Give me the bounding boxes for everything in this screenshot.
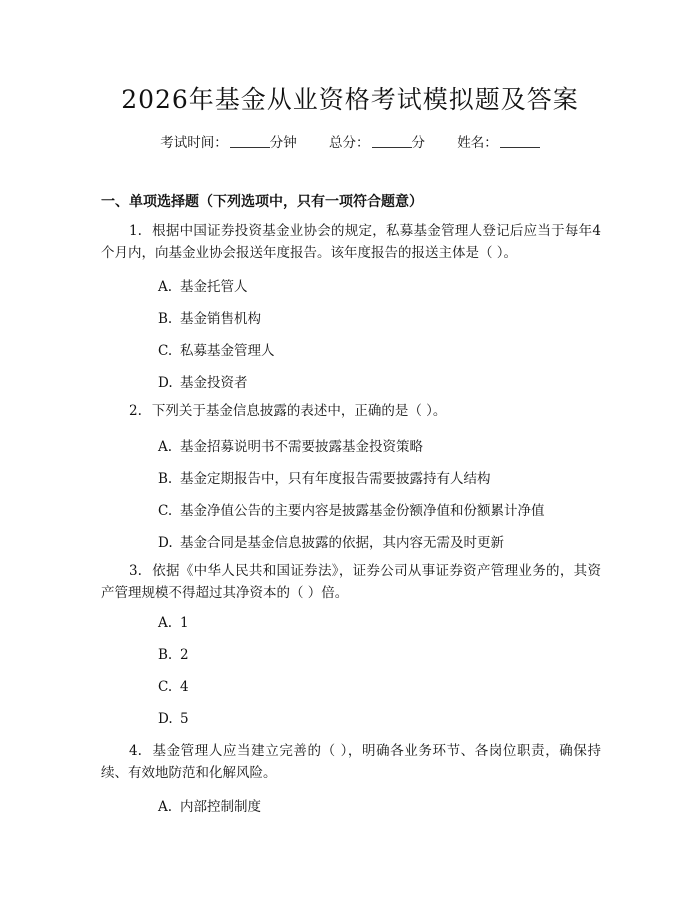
question-1-option-d xyxy=(158,371,248,391)
option-letter: D. xyxy=(158,375,173,391)
question-3-option-b xyxy=(158,647,189,663)
question-4-stem xyxy=(101,740,601,784)
question-3-text: 依据《中华人民共和国证券法》，证券公司从事证券资产管理业务的，其资产管理规模不得超过其净资本的（ ）倍。 xyxy=(101,563,601,601)
total-score-field xyxy=(329,135,429,151)
option-text: 基金招募说明书不需要披露基金投资策略 xyxy=(180,439,423,455)
option-text: 1 xyxy=(180,615,189,631)
question-2-option-b xyxy=(158,467,491,487)
name-blank xyxy=(500,135,540,148)
question-3-option-c xyxy=(158,679,189,695)
total-score-blank xyxy=(372,135,412,148)
option-text: 基金合同是基金信息披露的依据，其内容无需及时更新 xyxy=(180,535,504,551)
option-text: 基金定期报告中，只有年度报告需要披露持有人结构 xyxy=(180,471,491,487)
section-heading: 一、单项选择题（下列选项中，只有一项符合题意） xyxy=(101,194,423,210)
exam-time-field xyxy=(160,135,301,151)
exam-time-blank xyxy=(230,135,270,148)
question-1-text: 根据中国证券投资基金业协会的规定，私募基金管理人登记后应当于每年4个月内，向基金业协会报送年度报告。该年度报告的报送主体是（ ）。 xyxy=(101,223,601,261)
question-3-stem xyxy=(101,560,601,604)
question-1-number: 1. xyxy=(129,223,142,239)
question-2-text: 下列关于基金信息披露的表述中，正确的是（ ）。 xyxy=(151,403,447,419)
page-title: 2026年基金从业资格考试模拟题及答案 xyxy=(121,85,579,114)
option-text: 5 xyxy=(180,711,189,727)
exam-time-unit: 分钟 xyxy=(269,135,297,151)
total-score-label: 总分： xyxy=(329,135,370,151)
question-2-option-d xyxy=(158,531,504,551)
question-3-option-a xyxy=(158,615,189,631)
question-2-stem xyxy=(101,400,601,422)
question-1-option-a xyxy=(158,275,248,295)
question-2-number: 2. xyxy=(129,403,142,419)
option-text: 2 xyxy=(180,647,189,663)
option-letter: A. xyxy=(158,439,173,455)
question-4-text: 基金管理人应当建立完善的（ ），明确各业务环节、各岗位职责，确保持续、有效地防范和化解风险。 xyxy=(101,743,601,781)
option-letter: C. xyxy=(158,503,173,519)
option-letter: B. xyxy=(158,647,173,663)
question-1-stem xyxy=(101,220,601,264)
name-label: 姓名： xyxy=(457,135,498,151)
question-1-option-c xyxy=(158,339,275,359)
option-letter: D. xyxy=(158,535,173,551)
option-letter: B. xyxy=(158,311,173,327)
option-text: 基金净值公告的主要内容是披露基金份额净值和份额累计净值 xyxy=(180,503,545,519)
name-field xyxy=(457,135,540,151)
question-2-option-c xyxy=(158,499,545,519)
question-4-option-a xyxy=(158,795,261,815)
option-text: 基金投资者 xyxy=(180,375,248,391)
question-3-option-d xyxy=(158,711,189,727)
option-letter: D. xyxy=(158,711,173,727)
exam-time-label: 考试时间： xyxy=(160,135,228,151)
option-letter: A. xyxy=(158,279,173,295)
exam-meta-line xyxy=(0,131,700,151)
question-4-number: 4. xyxy=(129,743,142,759)
question-3-number: 3. xyxy=(129,563,142,579)
option-text: 私募基金管理人 xyxy=(180,343,275,359)
question-1-option-b xyxy=(158,307,261,327)
option-text: 基金销售机构 xyxy=(180,311,261,327)
option-text: 4 xyxy=(180,679,189,695)
option-letter: C. xyxy=(158,343,173,359)
option-letter: A. xyxy=(158,799,173,815)
option-text: 基金托管人 xyxy=(180,279,248,295)
total-score-unit: 分 xyxy=(411,135,425,151)
option-letter: C. xyxy=(158,679,173,695)
question-2-option-a xyxy=(158,435,423,455)
option-letter: B. xyxy=(158,471,173,487)
option-letter: A. xyxy=(158,615,173,631)
option-text: 内部控制制度 xyxy=(180,799,261,815)
